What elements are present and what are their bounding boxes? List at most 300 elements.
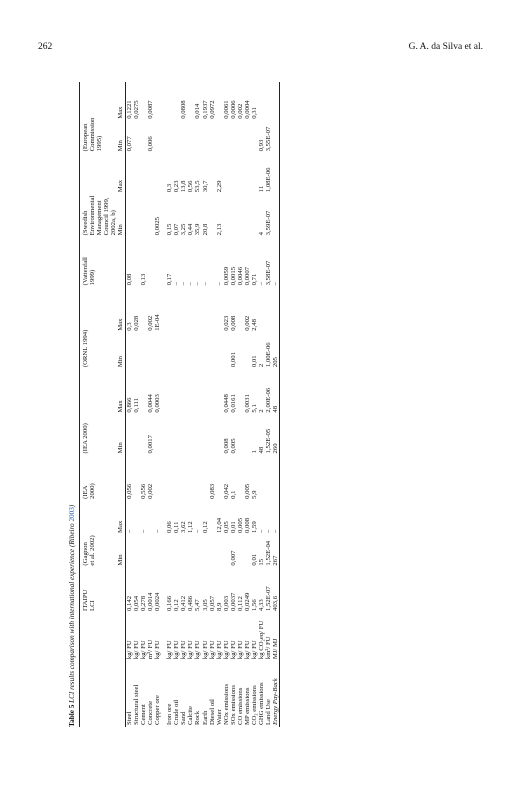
value-cell: 4 — [257, 232, 265, 236]
value-cell — [154, 153, 161, 194]
source-header-7 — [80, 82, 118, 153]
value-cell: 3,55E-07 — [264, 126, 272, 152]
subheader-cell — [117, 613, 126, 661]
unit-cell: m³/ FU — [147, 639, 155, 660]
value-cell: 403,6 — [272, 568, 280, 613]
value-cell — [173, 415, 180, 456]
table-caption-citation-link[interactable]: 2003 — [68, 507, 76, 522]
row-label-cell: Cement — [140, 704, 148, 725]
value-cell: 0,166 — [166, 595, 174, 611]
value-cell — [140, 121, 147, 154]
row-label-cell: Copper ore — [154, 695, 162, 725]
value-cell: 0,1937 — [201, 100, 209, 119]
value-cell: 3,05 — [201, 599, 209, 611]
value-cell: 0,023 — [222, 315, 230, 331]
source-header-1 — [80, 501, 118, 568]
value-cell: 0,083 — [208, 483, 216, 499]
subheader-cell: Min — [117, 415, 126, 456]
value-cell: – — [173, 282, 181, 286]
value-cell: 260 — [272, 415, 280, 456]
value-cell: 0,0017 — [147, 435, 155, 454]
value-cell — [140, 369, 147, 414]
value-cell: 0,17 — [166, 273, 174, 286]
value-cell: 0,0006 — [229, 100, 237, 119]
value-cell — [216, 287, 223, 332]
value-cell: 0,008 — [243, 517, 251, 533]
value-cell — [166, 82, 173, 121]
subheader-cell: Min — [117, 194, 126, 237]
value-cell: 0,1221 — [126, 100, 134, 119]
source-header-4 — [80, 287, 118, 369]
value-cell — [244, 121, 251, 154]
value-cell — [133, 455, 140, 500]
value-cell — [237, 194, 244, 237]
value-cell: 0,31 — [250, 107, 258, 119]
value-cell — [209, 194, 216, 237]
value-cell: 1,59 — [250, 521, 258, 533]
source-header-line: (Gagnon — [82, 542, 89, 566]
value-cell: 0,0059 — [222, 266, 230, 286]
table-row — [272, 82, 280, 727]
value-cell — [237, 535, 244, 568]
value-cell — [126, 153, 134, 194]
value-cell: 0,042 — [222, 483, 230, 499]
value-cell: 30,7 — [201, 180, 209, 193]
value-cell — [180, 121, 187, 154]
value-cell — [209, 501, 216, 535]
unit-cell: kg/ FU — [173, 640, 181, 660]
value-cell: 0,0003 — [154, 394, 162, 413]
source-header-line: (European — [82, 123, 89, 152]
value-cell — [166, 333, 173, 369]
value-cell: – — [194, 282, 202, 286]
value-cell — [258, 82, 265, 121]
value-cell — [237, 153, 244, 194]
value-cell: 0,056 — [126, 483, 134, 499]
value-cell — [209, 287, 216, 332]
value-cell: 0,0087 — [147, 100, 155, 119]
value-cell — [209, 121, 216, 154]
value-cell: 3,62 — [180, 521, 188, 533]
value-cell — [133, 194, 140, 237]
unit-cell: kg/ FU — [236, 640, 244, 660]
value-cell: 1,56 — [250, 599, 258, 611]
subheader-cell: Max — [117, 153, 126, 194]
source-header-line: 1995) — [96, 135, 104, 152]
value-cell: 0,008 — [222, 438, 230, 454]
value-cell: 12,04 — [215, 517, 223, 533]
rotated-table-block — [68, 82, 468, 727]
value-cell — [147, 535, 154, 568]
value-cell — [140, 287, 147, 332]
value-cell: 48 — [257, 446, 265, 454]
source-header-line: LCI — [89, 600, 97, 611]
table-source-header-row — [80, 82, 118, 727]
value-cell — [154, 82, 161, 121]
value-cell: 0,12 — [173, 599, 181, 611]
table-body — [126, 82, 280, 727]
value-cell: 0,0015 — [229, 266, 237, 286]
value-cell: 0,005 — [236, 517, 244, 533]
value-cell: 0,112 — [236, 596, 244, 611]
value-cell: 0,3 — [166, 183, 174, 193]
value-cell — [216, 82, 223, 121]
table-caption-end: ) — [68, 504, 76, 508]
value-cell — [126, 194, 134, 237]
table-row — [258, 82, 265, 727]
unit-cell: kg/ FU — [243, 640, 251, 660]
value-cell — [223, 121, 230, 154]
value-cell — [272, 153, 280, 194]
value-cell — [272, 455, 280, 500]
table-row — [265, 82, 272, 727]
value-cell — [265, 287, 272, 332]
value-cell — [272, 82, 280, 121]
row-label-cell: Structural steel — [133, 684, 141, 725]
source-header-line: (IEA — [82, 485, 89, 499]
table-caption-label: Table 5 — [68, 704, 76, 727]
unit-cell: kg/ FU — [208, 640, 216, 660]
value-cell: 0,13 — [140, 273, 148, 286]
value-cell — [209, 535, 216, 568]
value-cell — [154, 455, 161, 500]
value-cell: 0,005 — [243, 483, 251, 499]
value-cell — [154, 415, 161, 456]
value-cell — [187, 333, 194, 369]
value-cell: 0,0024 — [154, 592, 162, 611]
value-cell — [166, 121, 173, 154]
value-cell — [173, 333, 180, 369]
unit-cell: kg/ FU — [194, 640, 202, 660]
value-cell: 0,01 — [250, 355, 258, 368]
value-cell — [180, 287, 187, 332]
value-cell: 205 — [272, 333, 280, 369]
value-cell: 13,8 — [180, 180, 188, 193]
value-cell: 0,111 — [133, 398, 141, 413]
value-cell: 3,58E-07 — [264, 260, 272, 286]
value-cell: 0,006 — [147, 136, 155, 152]
value-cell: – — [215, 282, 223, 286]
value-cell: 20,8 — [201, 223, 209, 236]
value-cell — [133, 237, 140, 287]
value-cell — [237, 455, 244, 500]
value-cell — [187, 287, 194, 332]
value-cell — [187, 535, 194, 568]
unit-cell: kg/ FU — [133, 640, 141, 660]
source-header-5 — [80, 237, 118, 287]
value-cell — [216, 415, 223, 456]
value-cell: – — [272, 237, 280, 287]
value-cell: 0,002 — [243, 315, 251, 331]
value-cell: 0,054 — [133, 595, 141, 611]
value-cell: 0,0037 — [229, 592, 237, 611]
value-cell: – — [201, 282, 209, 286]
value-cell: 1,12 — [187, 521, 195, 533]
row-label-cell: Concrete — [147, 700, 155, 725]
value-cell: 0,002 — [147, 315, 155, 331]
value-cell — [251, 194, 258, 237]
value-cell: 0,71 — [250, 273, 258, 286]
source-header-line: (Swedish — [82, 210, 89, 236]
value-cell — [209, 153, 216, 194]
value-cell: 0,11 — [173, 521, 181, 533]
value-cell: 0,1 — [229, 490, 237, 499]
value-cell: 2,48 — [250, 319, 258, 331]
value-cell — [126, 415, 134, 456]
subheader-cell: Max — [117, 287, 126, 332]
value-cell: 5,47 — [194, 599, 202, 611]
value-cell: – — [257, 282, 265, 286]
table-row — [237, 82, 244, 727]
value-cell — [202, 287, 209, 332]
value-cell — [202, 121, 209, 154]
table-row — [126, 82, 134, 727]
value-cell — [258, 287, 265, 332]
source-header-line: Environmental — [89, 195, 97, 236]
value-cell — [223, 333, 230, 369]
value-cell — [147, 194, 154, 237]
value-cell — [180, 535, 187, 568]
row-label-cell: Earth — [201, 710, 209, 725]
value-cell — [209, 415, 216, 456]
value-cell: 0,3 — [126, 322, 134, 331]
value-cell: – — [154, 529, 162, 533]
value-cell — [237, 121, 244, 154]
value-cell — [202, 455, 209, 500]
table-row — [180, 82, 187, 727]
value-cell: 8,9 — [215, 602, 223, 611]
source-header-line: 1999) — [89, 269, 97, 286]
table-row — [133, 82, 140, 727]
subheader-cell — [117, 237, 126, 287]
value-cell: 0,01 — [229, 521, 237, 533]
source-header-line: Management — [96, 200, 104, 236]
value-cell — [223, 153, 230, 194]
table-row — [154, 82, 161, 727]
value-cell — [237, 415, 244, 456]
value-cell — [194, 121, 201, 154]
row-label-cell: Crude oil — [173, 699, 181, 725]
source-header-line: Commission — [89, 117, 97, 152]
lci-comparison-table — [79, 82, 280, 727]
unit-cell: kg/ FU — [166, 640, 174, 660]
row-label-cell: Land Use — [264, 699, 272, 725]
value-cell: 3,25 — [180, 223, 188, 236]
value-cell: 0,08 — [126, 273, 134, 286]
value-cell: 0,028 — [133, 315, 141, 331]
value-cell: 0,077 — [126, 136, 134, 152]
value-cell — [216, 121, 223, 154]
value-cell — [244, 333, 251, 369]
value-cell: 1,52E-07 — [264, 586, 272, 611]
value-cell — [140, 82, 147, 121]
value-cell: – — [187, 282, 195, 286]
unit-cell: kg/ FU — [140, 640, 148, 660]
value-cell: 0,0044 — [147, 394, 155, 413]
value-cell — [194, 415, 201, 456]
value-cell — [272, 194, 280, 237]
value-cell — [202, 415, 209, 456]
subheader-cell — [117, 661, 126, 727]
value-cell — [209, 237, 216, 287]
table-row — [194, 82, 201, 727]
value-cell — [154, 121, 161, 154]
table-minmax-header-row — [117, 82, 126, 727]
value-cell — [147, 237, 154, 287]
value-cell — [140, 333, 147, 369]
value-cell — [133, 535, 140, 568]
value-cell — [237, 333, 244, 369]
value-cell: 0,56 — [187, 180, 195, 193]
row-label-cell: Steel — [126, 711, 134, 725]
value-cell — [180, 415, 187, 456]
subheader-cell: Max — [117, 82, 126, 121]
unit-cell: kg/ FU — [229, 640, 237, 660]
value-cell — [166, 287, 173, 332]
value-cell — [251, 153, 258, 194]
subheader-cell: Max — [117, 369, 126, 414]
value-cell: 0,23 — [173, 180, 181, 193]
value-cell — [166, 369, 173, 414]
value-cell — [173, 455, 180, 500]
table-row — [216, 82, 223, 727]
value-cell — [251, 121, 258, 154]
table-row — [209, 82, 216, 727]
table-row — [173, 82, 180, 727]
value-cell: – — [272, 501, 280, 535]
value-cell — [187, 415, 194, 456]
value-cell — [194, 333, 201, 369]
table-row — [244, 82, 251, 727]
value-cell: 5,1 — [250, 404, 258, 413]
value-cell — [154, 237, 161, 287]
value-cell: 0,556 — [140, 483, 148, 499]
source-header-line: (Vattenfall — [82, 257, 89, 286]
value-cell — [147, 333, 154, 369]
value-cell — [173, 82, 180, 121]
table-row — [223, 82, 230, 727]
value-cell — [244, 535, 251, 568]
row-label-cell: NOx emissions — [222, 683, 230, 725]
value-cell: 0,412 — [180, 595, 188, 611]
table-row — [187, 82, 194, 727]
value-cell — [202, 333, 209, 369]
value-cell — [187, 121, 194, 154]
value-cell — [230, 194, 237, 237]
value-cell: 11 — [257, 185, 265, 193]
value-cell — [140, 535, 147, 568]
row-label-cell: Diesel oil — [208, 699, 216, 725]
row-label-cell: CO emissions — [236, 687, 244, 725]
value-cell: 0,005 — [229, 438, 237, 454]
value-cell — [180, 333, 187, 369]
value-cell — [258, 455, 265, 500]
value-cell — [173, 535, 180, 568]
value-cell: 2,13 — [215, 223, 223, 236]
source-header-line: 2000) — [89, 483, 97, 499]
table-row — [202, 82, 209, 727]
unit-cell: kg/ FU — [126, 640, 134, 660]
value-cell — [133, 333, 140, 369]
value-cell: 2 — [257, 409, 265, 413]
value-cell: 48 — [272, 369, 280, 414]
value-cell: 0,0275 — [133, 100, 141, 119]
value-cell: 267 — [272, 535, 280, 568]
value-cell: 2,00E-06 — [264, 387, 272, 413]
unit-cell: kg CO₂eq/ FU — [257, 620, 265, 660]
subheader-cell — [117, 568, 126, 613]
value-cell — [173, 369, 180, 414]
source-header-line: (ORNL 1994) — [82, 329, 89, 368]
value-cell: 0,0161 — [229, 394, 237, 413]
value-cell — [180, 455, 187, 500]
value-cell — [133, 415, 140, 456]
table-row — [166, 82, 173, 727]
value-cell: 15 — [257, 558, 265, 566]
value-cell — [126, 535, 134, 568]
value-cell — [133, 121, 140, 154]
row-label-cell: Water — [215, 709, 223, 725]
value-cell — [154, 535, 161, 568]
value-cell: 1 — [250, 450, 258, 454]
value-cell: 0,44 — [187, 223, 195, 236]
table-row — [251, 82, 258, 727]
value-cell — [133, 501, 140, 535]
unit-cell: km²/ FU — [264, 636, 272, 660]
source-header-2 — [80, 455, 118, 500]
value-cell — [230, 121, 237, 154]
value-cell — [194, 455, 201, 500]
source-header-6 — [80, 153, 118, 237]
value-cell — [216, 535, 223, 568]
value-cell — [140, 194, 147, 237]
source-header-line: (IEA 2000) — [82, 423, 89, 454]
value-cell: – — [180, 282, 188, 286]
value-cell — [126, 333, 134, 369]
unit-cell: kg/ FU — [215, 640, 223, 660]
value-cell: 3,59E-07 — [264, 210, 272, 236]
value-cell — [265, 455, 272, 500]
value-cell: 0,142 — [126, 595, 134, 611]
value-cell — [244, 153, 251, 194]
value-cell: 35,9 — [194, 223, 202, 236]
value-cell: 0,07 — [173, 223, 181, 236]
value-cell: 1,08E-06 — [264, 167, 272, 193]
source-header-0 — [80, 568, 118, 613]
unit-cell: MJ/ MJ — [272, 613, 280, 661]
row-label-cell: Rock — [194, 710, 202, 725]
table-row — [147, 82, 154, 727]
value-cell: 0,0808 — [180, 100, 188, 119]
value-cell: 0,866 — [126, 397, 134, 413]
value-cell — [187, 369, 194, 414]
value-cell — [147, 153, 154, 194]
value-cell — [216, 455, 223, 500]
value-cell — [244, 194, 251, 237]
value-cell — [265, 82, 272, 121]
row-label-cell: CO₂ emissions — [250, 685, 258, 725]
value-cell — [173, 121, 180, 154]
unit-cell: kg/ FU — [201, 640, 209, 660]
value-cell: 1E-04 — [154, 314, 162, 331]
source-header-line: et al. 2002) — [89, 535, 97, 566]
value-cell — [223, 194, 230, 237]
running-header-authors: G. A. da Silva et al. — [408, 42, 483, 52]
value-cell — [237, 287, 244, 332]
unit-cell: kg/ FU — [250, 640, 258, 660]
value-cell: – — [194, 529, 202, 533]
value-cell: 2 — [257, 363, 265, 368]
